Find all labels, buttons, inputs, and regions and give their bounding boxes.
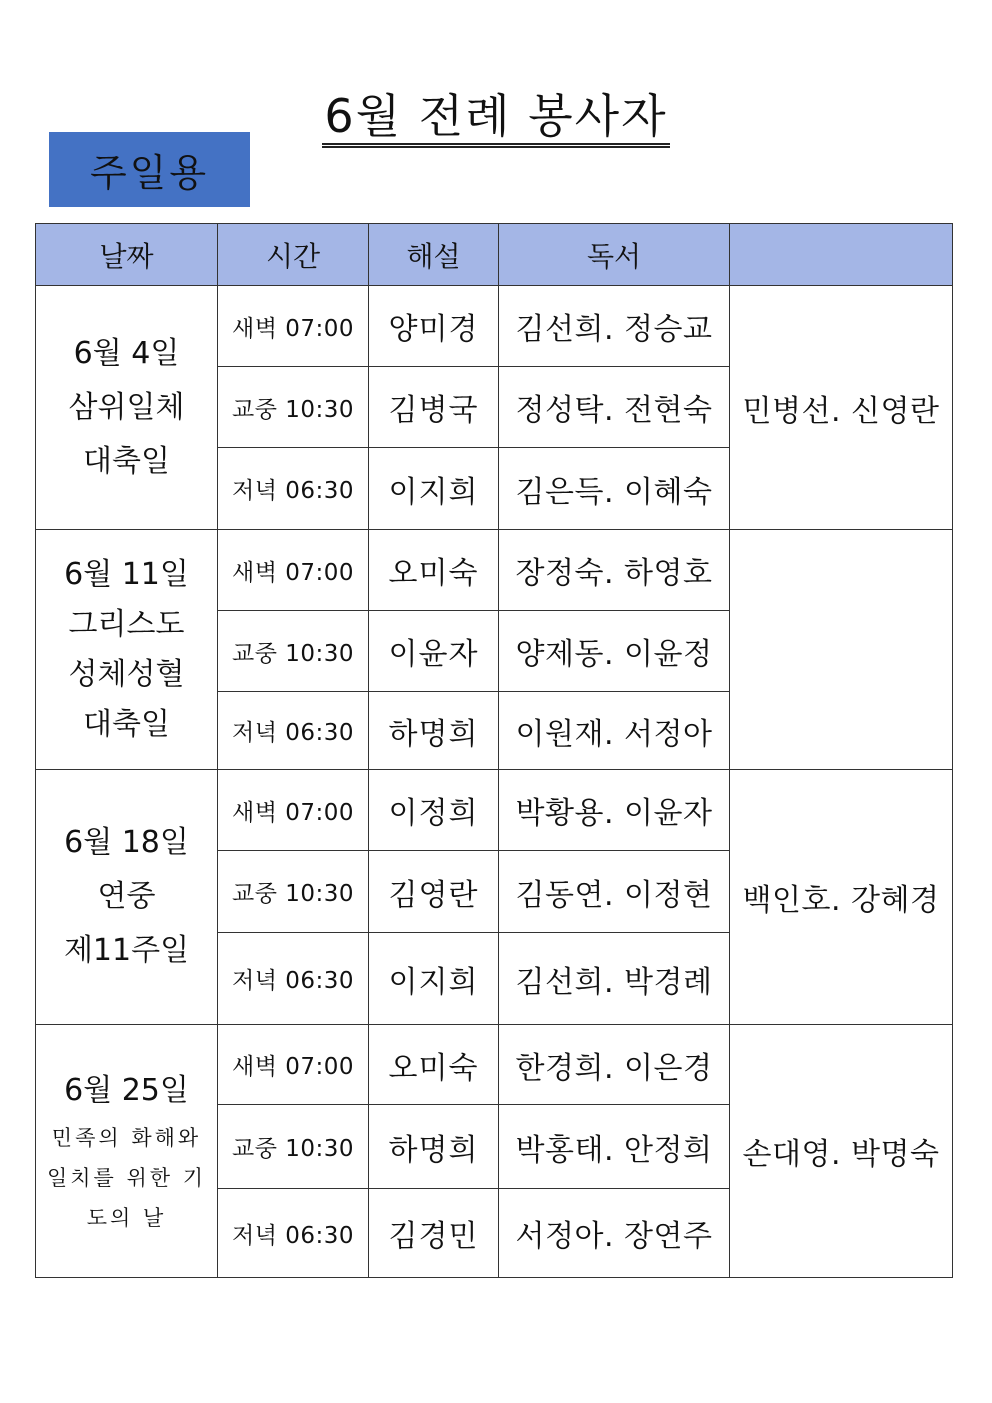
time-cell: 저녁 06:30 bbox=[218, 933, 369, 1025]
header-time: 시간 bbox=[218, 224, 369, 286]
date-line: 6월 25일 bbox=[64, 1073, 189, 1108]
date-cell bbox=[36, 770, 218, 1025]
readers-cell: 한경희. 이은경 bbox=[499, 1025, 730, 1105]
readers-cell: 김은득. 이혜숙 bbox=[499, 448, 730, 530]
time-cell: 저녁 06:30 bbox=[218, 1189, 369, 1278]
date-line: 6월 11일 bbox=[64, 556, 189, 592]
commentator-cell: 이지희 bbox=[369, 448, 499, 530]
readers-cell: 정성탁. 전현숙 bbox=[499, 367, 730, 448]
header-commentator: 해설 bbox=[369, 224, 499, 286]
time-cell: 교중 10:30 bbox=[218, 367, 369, 448]
extra-cell: 백인호. 강혜경 bbox=[730, 770, 953, 1025]
readers-cell: 박황용. 이윤자 bbox=[499, 770, 730, 851]
table-row bbox=[36, 286, 953, 367]
schedule-table bbox=[35, 223, 953, 1278]
page-title-text: 6월 전례 봉사자 bbox=[322, 89, 669, 148]
readers-cell: 장정숙. 하영호 bbox=[499, 530, 730, 611]
commentator-cell: 이윤자 bbox=[369, 611, 499, 692]
date-line: 그리스도 bbox=[68, 606, 185, 642]
table-row bbox=[36, 1025, 953, 1105]
extra-cell: 손대영. 박명숙 bbox=[730, 1025, 953, 1278]
date-line: 6월 4일 bbox=[73, 335, 180, 371]
time-cell: 새벽 07:00 bbox=[218, 286, 369, 367]
commentator-cell: 양미경 bbox=[369, 286, 499, 367]
time-cell: 교중 10:30 bbox=[218, 611, 369, 692]
commentator-cell: 하명희 bbox=[369, 1105, 499, 1189]
table-row bbox=[36, 770, 953, 851]
date-line: 연중 bbox=[97, 879, 156, 914]
time-cell: 저녁 06:30 bbox=[218, 448, 369, 530]
readers-cell: 서정아. 장연주 bbox=[499, 1189, 730, 1278]
readers-cell: 김선희. 정승교 bbox=[499, 286, 730, 367]
commentator-cell: 이지희 bbox=[369, 933, 499, 1025]
time-cell: 새벽 07:00 bbox=[218, 530, 369, 611]
date-note-line: 일치를 위한 기 bbox=[46, 1166, 207, 1190]
commentator-cell: 김영란 bbox=[369, 851, 499, 933]
date-line: 제11주일 bbox=[63, 933, 190, 968]
date-note-line: 도의 날 bbox=[86, 1206, 167, 1230]
commentator-cell: 김병국 bbox=[369, 367, 499, 448]
time-cell: 새벽 07:00 bbox=[218, 1025, 369, 1105]
extra-cell: 민병선. 신영란 bbox=[730, 286, 953, 530]
date-cell bbox=[36, 530, 218, 770]
time-cell: 저녁 06:30 bbox=[218, 692, 369, 770]
commentator-cell: 김경민 bbox=[369, 1189, 499, 1278]
readers-cell: 김동연. 이정현 bbox=[499, 851, 730, 933]
date-note-line: 민족의 화해와 bbox=[51, 1126, 202, 1150]
readers-cell: 김선희. 박경례 bbox=[499, 933, 730, 1025]
commentator-cell: 오미숙 bbox=[369, 530, 499, 611]
date-line: 성체성혈 bbox=[68, 656, 185, 692]
time-cell: 교중 10:30 bbox=[218, 851, 369, 933]
time-cell: 교중 10:30 bbox=[218, 1105, 369, 1189]
date-cell bbox=[36, 286, 218, 530]
date-line: 대축일 bbox=[83, 443, 170, 479]
commentator-cell: 이정희 bbox=[369, 770, 499, 851]
header-extra bbox=[730, 224, 953, 286]
time-cell: 새벽 07:00 bbox=[218, 770, 369, 851]
sunday-badge: 주일용 bbox=[49, 132, 250, 207]
header-readers: 독서 bbox=[499, 224, 730, 286]
table-row bbox=[36, 530, 953, 611]
commentator-cell: 하명희 bbox=[369, 692, 499, 770]
readers-cell: 이원재. 서정아 bbox=[499, 692, 730, 770]
readers-cell: 양제동. 이윤정 bbox=[499, 611, 730, 692]
date-line: 대축일 bbox=[83, 706, 170, 742]
date-line: 6월 18일 bbox=[64, 825, 189, 860]
extra-cell bbox=[730, 530, 953, 770]
commentator-cell: 오미숙 bbox=[369, 1025, 499, 1105]
header-row bbox=[36, 224, 953, 286]
date-line: 삼위일체 bbox=[68, 389, 185, 425]
date-cell bbox=[36, 1025, 218, 1278]
header-date: 날짜 bbox=[36, 224, 218, 286]
readers-cell: 박홍태. 안정희 bbox=[499, 1105, 730, 1189]
